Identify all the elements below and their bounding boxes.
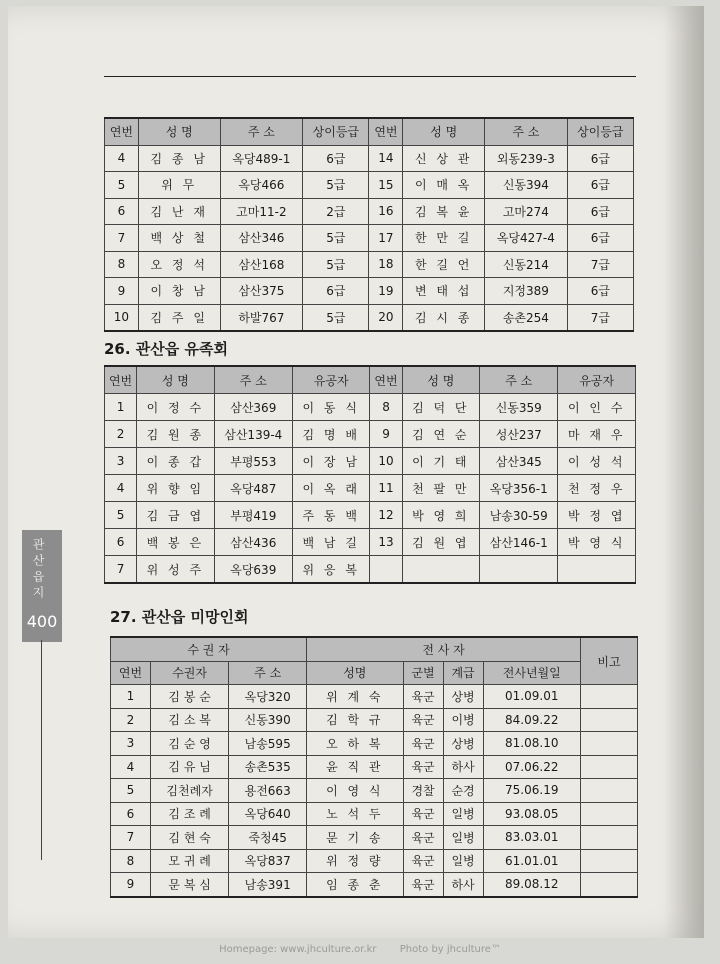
table-cell: 6급	[567, 145, 633, 172]
note-header: 비고	[581, 637, 638, 685]
table-cell: 6	[105, 529, 137, 556]
table-cell: 1	[105, 394, 137, 421]
table-cell: 육군	[403, 873, 443, 897]
table-cell: 11	[370, 475, 402, 502]
table-row	[111, 755, 638, 779]
table-row	[111, 826, 638, 850]
table-cell: 육군	[403, 685, 443, 709]
table-cell: 송촌254	[485, 304, 568, 331]
chapter-tab	[22, 530, 62, 642]
table-cell	[558, 556, 636, 584]
table-cell: 죽청45	[229, 826, 307, 850]
table-cell: 10	[370, 448, 402, 475]
table-cell: 하발767	[220, 304, 303, 331]
page-shadow	[664, 6, 704, 938]
table-cell: 신동394	[485, 172, 568, 199]
table-cell: 오 하 복	[307, 732, 404, 756]
table-cell: 일병	[443, 826, 483, 850]
table-cell: 2급	[303, 198, 369, 225]
header-cell: 주 소	[480, 366, 558, 394]
table-cell: 김 명 배	[292, 421, 370, 448]
table-cell: 신동214	[485, 251, 568, 278]
table-row	[105, 251, 634, 278]
table-cell: 93.08.05	[483, 802, 580, 826]
table-cell: 1	[111, 685, 151, 709]
table-cell: 6급	[567, 198, 633, 225]
disabled-veterans-table	[104, 117, 634, 332]
footer-homepage: Homepage: www.jhculture.or.kr	[219, 944, 377, 955]
section-title-widows: 27. 관산읍 미망인회	[110, 608, 249, 626]
table-cell: 6급	[303, 278, 369, 305]
table-cell: 16	[369, 198, 403, 225]
table-cell: 2	[105, 421, 137, 448]
table-cell: 육군	[403, 802, 443, 826]
table-header-row	[111, 661, 638, 685]
chapter-title: 관산읍지	[31, 538, 45, 602]
table-cell: 모 귀 례	[150, 849, 228, 873]
table-cell: 이 창 남	[138, 278, 220, 305]
note-cell	[581, 685, 638, 709]
table-cell: 8	[105, 251, 139, 278]
table-cell	[370, 556, 402, 584]
table-cell: 이 장 남	[292, 448, 370, 475]
table-cell: 8	[370, 394, 402, 421]
table-cell: 5	[111, 779, 151, 803]
table-cell: 19	[369, 278, 403, 305]
header-cell: 성명	[307, 661, 404, 685]
table-cell: 김 원 종	[137, 421, 215, 448]
table-cell: 이 옥 래	[292, 475, 370, 502]
table-row	[105, 448, 636, 475]
table-cell: 5급	[303, 172, 369, 199]
table-row	[105, 172, 634, 199]
section-title-bereaved: 26. 관산읍 유족회	[104, 340, 228, 358]
table-row	[111, 685, 638, 709]
note-cell	[581, 732, 638, 756]
table-cell: 백 봉 은	[137, 529, 215, 556]
table-cell: 고마11-2	[220, 198, 303, 225]
header-cell: 연번	[105, 366, 137, 394]
table-row	[105, 198, 634, 225]
table-cell: 윤 직 관	[307, 755, 404, 779]
header-cell: 성 명	[138, 118, 220, 145]
header-cell: 상이등급	[567, 118, 633, 145]
table-cell: 7	[105, 225, 139, 252]
note-cell	[581, 779, 638, 803]
table-cell: 13	[370, 529, 402, 556]
table-cell: 6	[111, 802, 151, 826]
table-row	[105, 529, 636, 556]
table-cell: 부평553	[214, 448, 292, 475]
table-cell: 5	[105, 502, 137, 529]
table-cell: 부평419	[214, 502, 292, 529]
table-cell: 지정389	[485, 278, 568, 305]
table-cell: 천 팔 만	[402, 475, 480, 502]
table-cell: 김 덕 단	[402, 394, 480, 421]
table-cell: 삼산168	[220, 251, 303, 278]
table-cell: 6급	[567, 172, 633, 199]
table-cell: 한 길 언	[403, 251, 485, 278]
table-cell: 일병	[443, 849, 483, 873]
header-cell: 주 소	[214, 366, 292, 394]
table-cell: 김 원 엽	[402, 529, 480, 556]
table-cell: 4	[105, 475, 137, 502]
table-cell: 백 남 길	[292, 529, 370, 556]
footer	[0, 944, 720, 955]
table-cell: 15	[369, 172, 403, 199]
table-cell: 3	[111, 732, 151, 756]
table-cell: 옥당320	[229, 685, 307, 709]
table-cell: 남송30-59	[480, 502, 558, 529]
table-cell: 위 향 임	[137, 475, 215, 502]
table-cell: 김 봉 순	[150, 685, 228, 709]
table-cell: 위 무	[138, 172, 220, 199]
table-row	[105, 394, 636, 421]
table-cell: 김 시 종	[403, 304, 485, 331]
table-row	[105, 278, 634, 305]
table-cell: 7급	[567, 251, 633, 278]
table-cell	[402, 556, 480, 584]
table-cell: 육군	[403, 755, 443, 779]
table-cell: 89.08.12	[483, 873, 580, 897]
table-cell: 5급	[303, 251, 369, 278]
table-cell: 옥당427-4	[485, 225, 568, 252]
table-cell: 3	[105, 448, 137, 475]
note-cell	[581, 708, 638, 732]
table-cell: 84.09.22	[483, 708, 580, 732]
table-cell: 오 정 석	[138, 251, 220, 278]
table-cell: 4	[105, 145, 139, 172]
widows-table	[110, 636, 638, 898]
table-cell: 5급	[303, 225, 369, 252]
table-cell: 17	[369, 225, 403, 252]
header-cell: 성 명	[137, 366, 215, 394]
table-cell: 송촌535	[229, 755, 307, 779]
table-cell: 6급	[567, 278, 633, 305]
table-cell	[480, 556, 558, 584]
table-cell: 위 정 량	[307, 849, 404, 873]
page-number: 400	[26, 612, 58, 631]
table-cell: 삼산139-4	[214, 421, 292, 448]
table-cell: 9	[105, 278, 139, 305]
table-row	[105, 475, 636, 502]
table-cell: 옥당837	[229, 849, 307, 873]
table-cell: 옥당487	[214, 475, 292, 502]
table-cell: 노 석 두	[307, 802, 404, 826]
table-cell: 남송391	[229, 873, 307, 897]
table-cell: 6급	[303, 145, 369, 172]
table-cell: 문 기 송	[307, 826, 404, 850]
table-cell: 김 주 일	[138, 304, 220, 331]
header-cell: 연번	[369, 118, 403, 145]
table-cell: 성산237	[480, 421, 558, 448]
header-cell: 유공자	[558, 366, 636, 394]
table-cell: 18	[369, 251, 403, 278]
table-cell: 순경	[443, 779, 483, 803]
table-cell: 김 조 례	[150, 802, 228, 826]
table-row	[111, 779, 638, 803]
table-cell: 김 순 영	[150, 732, 228, 756]
table-cell: 문 복 심	[150, 873, 228, 897]
table-cell: 육군	[403, 708, 443, 732]
group-header-row	[111, 637, 638, 661]
table-cell: 삼산375	[220, 278, 303, 305]
table-cell: 육군	[403, 732, 443, 756]
table-cell: 7	[111, 826, 151, 850]
table-cell: 옥당640	[229, 802, 307, 826]
table-cell: 주 동 백	[292, 502, 370, 529]
table-cell: 이 매 옥	[403, 172, 485, 199]
table-cell: 육군	[403, 849, 443, 873]
table-cell: 김 종 남	[138, 145, 220, 172]
table-cell: 김 학 규	[307, 708, 404, 732]
table-cell: 임 종 춘	[307, 873, 404, 897]
table-cell: 삼산369	[214, 394, 292, 421]
table-row	[105, 421, 636, 448]
table-cell: 삼산345	[480, 448, 558, 475]
table-cell: 이 성 석	[558, 448, 636, 475]
table-cell: 5	[105, 172, 139, 199]
table-cell: 옥당466	[220, 172, 303, 199]
header-cell: 연번	[111, 661, 151, 685]
table-cell: 김천례자	[150, 779, 228, 803]
header-cell: 유공자	[292, 366, 370, 394]
header-cell: 연번	[105, 118, 139, 145]
table-cell: 김 연 순	[402, 421, 480, 448]
header-cell: 성 명	[402, 366, 480, 394]
table-cell: 상병	[443, 685, 483, 709]
recipient-group-header: 수 권 자	[111, 637, 307, 661]
table-cell: 61.01.01	[483, 849, 580, 873]
table-cell: 8	[111, 849, 151, 873]
table-cell: 5급	[303, 304, 369, 331]
table-cell: 이 영 식	[307, 779, 404, 803]
table-row	[105, 502, 636, 529]
table-cell: 박 영 희	[402, 502, 480, 529]
table-cell: 6	[105, 198, 139, 225]
table-cell: 하사	[443, 755, 483, 779]
note-cell	[581, 755, 638, 779]
table-cell: 천 정 우	[558, 475, 636, 502]
table-cell: 이 종 갑	[137, 448, 215, 475]
table-cell: 07.06.22	[483, 755, 580, 779]
header-cell: 전사년월일	[483, 661, 580, 685]
table-cell: 9	[370, 421, 402, 448]
table-cell: 고마274	[485, 198, 568, 225]
table-cell: 위 성 주	[137, 556, 215, 584]
top-rule	[104, 76, 636, 77]
table-cell: 81.08.10	[483, 732, 580, 756]
table-header-row	[105, 118, 634, 145]
table-header-row	[105, 366, 636, 394]
table-cell: 김 소 복	[150, 708, 228, 732]
table-cell: 용전663	[229, 779, 307, 803]
table-cell: 7급	[567, 304, 633, 331]
table-row	[105, 304, 634, 331]
table-cell: 9	[111, 873, 151, 897]
table-cell: 75.06.19	[483, 779, 580, 803]
note-cell	[581, 849, 638, 873]
table-cell: 옥당639	[214, 556, 292, 584]
table-row	[111, 849, 638, 873]
header-cell: 연번	[370, 366, 402, 394]
table-cell: 이 정 수	[137, 394, 215, 421]
table-cell: 이 동 식	[292, 394, 370, 421]
table-row	[111, 802, 638, 826]
table-cell: 김 난 재	[138, 198, 220, 225]
table-cell: 20	[369, 304, 403, 331]
table-cell: 위 응 복	[292, 556, 370, 584]
table-cell: 삼산146-1	[480, 529, 558, 556]
header-cell: 주 소	[229, 661, 307, 685]
bereaved-family-table	[104, 365, 636, 584]
table-cell: 마 재 우	[558, 421, 636, 448]
table-cell: 01.09.01	[483, 685, 580, 709]
table-cell: 하사	[443, 873, 483, 897]
table-cell: 변 태 섭	[403, 278, 485, 305]
table-cell: 2	[111, 708, 151, 732]
table-cell: 삼산436	[214, 529, 292, 556]
table-cell: 6급	[567, 225, 633, 252]
header-cell: 상이등급	[303, 118, 369, 145]
header-cell: 주 소	[220, 118, 303, 145]
table-row	[111, 732, 638, 756]
table-row	[111, 708, 638, 732]
table-cell: 김 유 님	[150, 755, 228, 779]
note-cell	[581, 826, 638, 850]
table-cell: 신 상 관	[403, 145, 485, 172]
table-cell: 육군	[403, 826, 443, 850]
table-cell: 박 정 엽	[558, 502, 636, 529]
deceased-group-header: 전 사 자	[307, 637, 581, 661]
table-cell: 외동239-3	[485, 145, 568, 172]
table-cell: 옥당489-1	[220, 145, 303, 172]
table-cell: 이 기 태	[402, 448, 480, 475]
header-cell: 군별	[403, 661, 443, 685]
table-row	[105, 225, 634, 252]
note-cell	[581, 873, 638, 897]
footer-photo-credit: Photo by jhculture™	[399, 944, 501, 955]
table-cell: 4	[111, 755, 151, 779]
table-cell: 상병	[443, 732, 483, 756]
table-cell: 백 상 철	[138, 225, 220, 252]
table-cell: 12	[370, 502, 402, 529]
table-cell: 남송595	[229, 732, 307, 756]
note-cell	[581, 802, 638, 826]
header-cell: 주 소	[485, 118, 568, 145]
table-cell: 김 복 윤	[403, 198, 485, 225]
header-cell: 수권자	[150, 661, 228, 685]
table-cell: 7	[105, 556, 137, 584]
table-cell: 옥당356-1	[480, 475, 558, 502]
table-cell: 이병	[443, 708, 483, 732]
table-cell: 신동390	[229, 708, 307, 732]
table-cell: 위 계 숙	[307, 685, 404, 709]
table-cell: 이 인 수	[558, 394, 636, 421]
table-cell: 10	[105, 304, 139, 331]
table-cell: 한 만 길	[403, 225, 485, 252]
table-row	[111, 873, 638, 897]
table-cell: 박 영 식	[558, 529, 636, 556]
table-row	[105, 145, 634, 172]
table-cell: 김 현 숙	[150, 826, 228, 850]
header-cell: 계급	[443, 661, 483, 685]
table-cell: 김 금 엽	[137, 502, 215, 529]
table-cell: 경찰	[403, 779, 443, 803]
table-cell: 삼산346	[220, 225, 303, 252]
table-row	[105, 556, 636, 584]
table-cell: 83.03.01	[483, 826, 580, 850]
margin-rule	[41, 640, 42, 860]
table-cell: 신동359	[480, 394, 558, 421]
table-cell: 14	[369, 145, 403, 172]
header-cell: 성 명	[403, 118, 485, 145]
table-cell: 일병	[443, 802, 483, 826]
